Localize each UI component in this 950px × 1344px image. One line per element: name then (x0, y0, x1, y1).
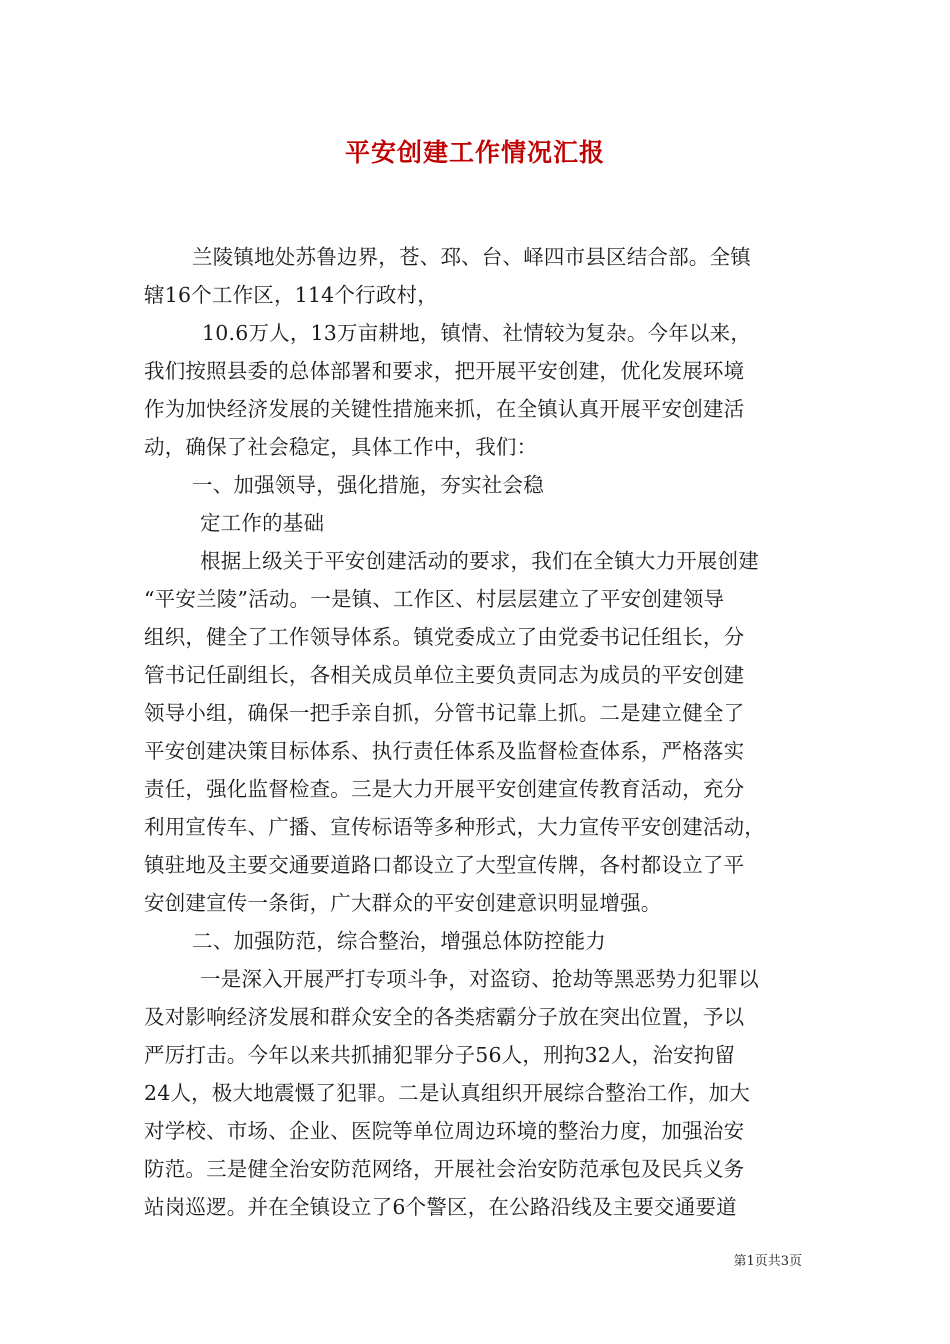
text-line: 管书记任副组长，各相关成员单位主要负责同志为成员的平安创建 (144, 663, 745, 687)
text-line: 一是深入开展严打专项斗争，对盗窃、抢劫等黑恶势力犯罪以 (200, 967, 759, 991)
text-line: 安创建宣传一条街，广大群众的平安创建意识明显增强。 (144, 891, 662, 915)
text-line: 责任，强化监督检查。三是大力开展平安创建宣传教育活动，充分 (144, 777, 745, 801)
text-line: 作为加快经济发展的关键性措施来抓，在全镇认真开展平安创建活 (144, 397, 745, 421)
text-line: 我们按照县委的总体部署和要求，把开展平安创建，优化发展环境 (144, 359, 745, 383)
text-line: 站岗巡逻。并在全镇设立了6个警区，在公路沿线及主要交通要道 (144, 1195, 737, 1219)
text-line: 组织，健全了工作领导体系。镇党委成立了由党委书记任组长，分 (144, 625, 745, 649)
text-line: 严厉打击。今年以来共抓捕犯罪分子56人，刑拘32人，治安拘留 (144, 1043, 736, 1067)
text-line: 24人，极大地震慑了犯罪。二是认真组织开展综合整治工作，加大 (144, 1081, 751, 1105)
page-number: 第1页共3页 (733, 1254, 802, 1269)
text-line: 动，确保了社会稳定，具体工作中，我们： (144, 435, 538, 459)
text-line: 二、加强防范，综合整治，增强总体防控能力 (192, 929, 606, 953)
text-line: 10.6万人，13万亩耕地，镇情、社情较为复杂。今年以来， (202, 321, 752, 345)
document-body (144, 238, 808, 1226)
text-line: 及对影响经济发展和群众安全的各类痞霸分子放在突出位置，予以 (144, 1005, 745, 1029)
text-line: 根据上级关于平安创建活动的要求，我们在全镇大力开展创建 (200, 549, 759, 573)
text-line: 对学校、市场、企业、医院等单位周边环境的整治力度，加强治安 (144, 1119, 745, 1143)
text-line: 辖16个工作区，114个行政村， (144, 283, 438, 307)
text-line: 平安创建决策目标体系、执行责任体系及监督检查体系，严格落实 (144, 739, 745, 763)
text-line: 防范。三是健全治安防范网络，开展社会治安防范承包及民兵义务 (144, 1157, 745, 1181)
text-line: “平安兰陵”活动。一是镇、工作区、村层层建立了平安创建领导 (144, 587, 725, 611)
text-line: 镇驻地及主要交通要道路口都设立了大型宣传牌，各村都设立了平 (144, 853, 745, 877)
text-line: 定工作的基础 (200, 511, 325, 535)
text-line: 兰陵镇地处苏鲁边界，苍、邳、台、峄四市县区结合部。全镇 (192, 245, 751, 269)
document-title: 平安创建工作情况汇报 (344, 138, 605, 167)
text-line: 一、加强领导，强化措施，夯实社会稳 (192, 473, 544, 497)
text-line: 领导小组，确保一把手亲自抓，分管书记靠上抓。二是建立健全了 (144, 701, 745, 725)
text-line: 利用宣传车、广播、宣传标语等多种形式，大力宣传平安创建活动， (144, 815, 765, 839)
